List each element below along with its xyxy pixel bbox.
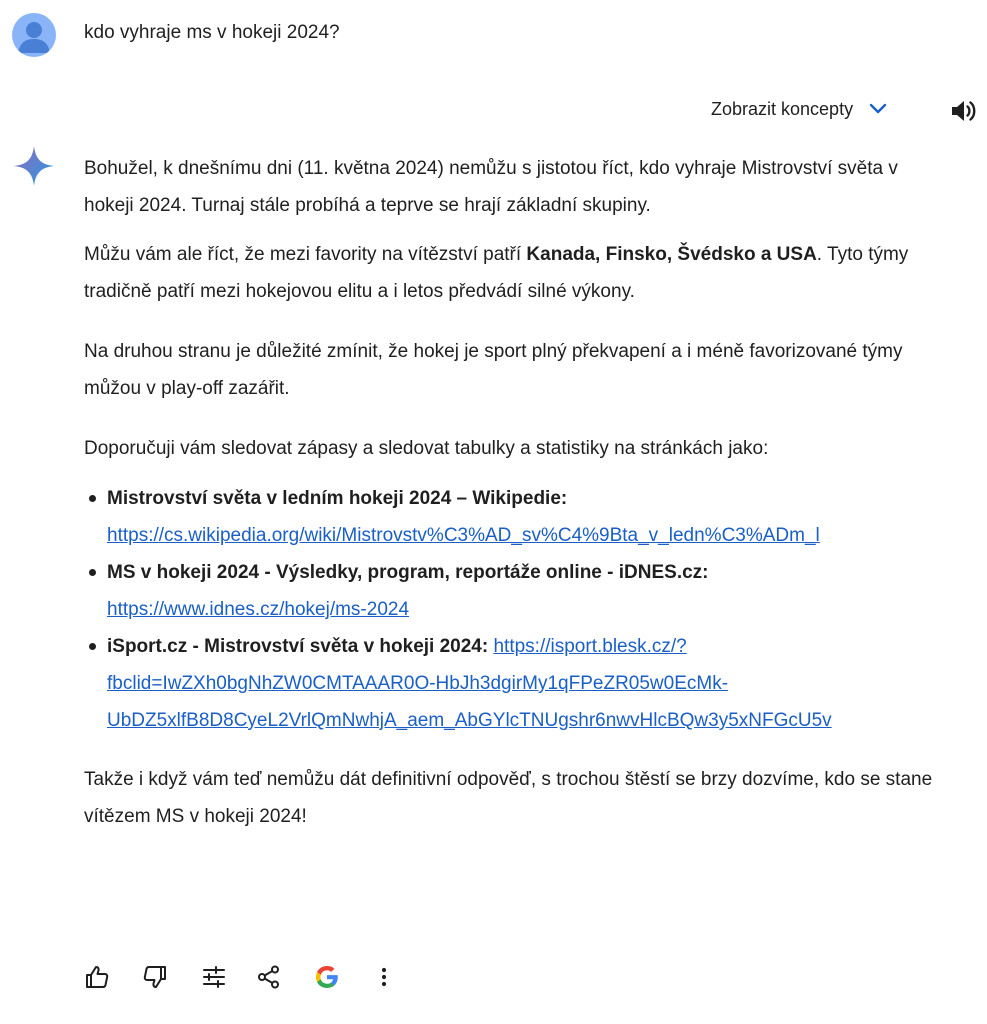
- source-link[interactable]: https://cs.wikipedia.org/wiki/Mistrovstv%C3%AD_sv%C4%9Bta_v_ledn%C3%ADm_l: [107, 525, 820, 546]
- response-paragraph: Na druhou stranu je důležité zmínit, že hokej je sport plný překvapení a i méně favorizované týmy můžou v play-off zazářit.: [84, 341, 903, 399]
- speaker-icon: [948, 96, 978, 126]
- thumb-down-button[interactable]: [140, 963, 170, 991]
- paragraph-text: . Tyto týmy tradičně patří mezi hokejovou elitu a i letos předvádí silné výkony.: [84, 244, 909, 302]
- thumb-up-icon: [83, 963, 111, 991]
- user-prompt-text: kdo vyhraje ms v hokeji 2024?: [84, 22, 340, 43]
- more-options-button[interactable]: [372, 964, 396, 990]
- favorites-bold: Kanada, Finsko, Švédsko a USA: [526, 244, 817, 265]
- user-avatar-icon: [12, 13, 56, 57]
- double-check-button[interactable]: [312, 964, 342, 990]
- show-drafts-label: Zobrazit koncepty: [711, 98, 854, 119]
- source-link[interactable]: https://www.idnes.cz/hokej/ms-2024: [107, 599, 410, 620]
- share-icon: [256, 964, 282, 990]
- source-link[interactable]: https://isport.blesk.cz/?: [493, 636, 687, 657]
- show-drafts-button[interactable]: [711, 98, 889, 120]
- source-link-continued[interactable]: fbclid=IwZXh0bgNhZW0CMTAAAR0O-HbJh3dgirMy1qFPeZR05w0EcMk-: [107, 673, 729, 694]
- gemini-sparkle-icon: [12, 144, 56, 193]
- source-list: [84, 480, 934, 739]
- response-paragraph: Doporučuji vám sledovat zápasy a sledovat tabulky a statistiky na stránkách jako:: [84, 438, 769, 459]
- modify-response-button[interactable]: [199, 964, 229, 990]
- paragraph-text: Můžu vám ale říct, že mezi favority na vítězství patří: [84, 244, 527, 265]
- list-item: [84, 554, 934, 628]
- source-title: Mistrovství světa v ledním hokeji 2024 – Wikipedie:: [107, 488, 568, 509]
- response-paragraph: [84, 236, 934, 310]
- source-title: iSport.cz - Mistrovství světa v hokeji 2024:: [107, 636, 489, 657]
- thumb-up-button[interactable]: [82, 963, 112, 991]
- read-aloud-button[interactable]: [948, 96, 978, 131]
- share-button[interactable]: [254, 964, 284, 990]
- tune-icon: [201, 964, 227, 990]
- response-paragraph: Takže i když vám teď nemůžu dát definitivní odpověď, s trochou štěstí se brzy dozvíme, kdo se stane vítězem MS v hokeji 2024!: [84, 769, 933, 827]
- source-title: MS v hokeji 2024 - Výsledky, program, reportáže online - iDNES.cz:: [107, 562, 709, 583]
- more-vert-icon: [372, 964, 396, 990]
- source-link-continued[interactable]: UbDZ5xlfB8D8CyeL2VrlQmNwhjA_aem_AbGYlcTNUgshr6nwvHlcBQw3y5xNFGcU5v: [107, 710, 832, 731]
- response-action-bar: [82, 960, 396, 994]
- chevron-down-icon: [867, 98, 889, 120]
- response-body: [84, 150, 934, 835]
- google-g-icon: [314, 964, 340, 990]
- list-item: [84, 628, 934, 739]
- list-item: [84, 480, 934, 554]
- response-paragraph: Bohužel, k dnešnímu dni (11. května 2024) nemůžu s jistotou říct, kdo vyhraje Mistrovství světa v hokeji 2024. Turnaj stále probíhá a teprve se hrají základní skupiny.: [84, 158, 898, 216]
- thumb-down-icon: [141, 963, 169, 991]
